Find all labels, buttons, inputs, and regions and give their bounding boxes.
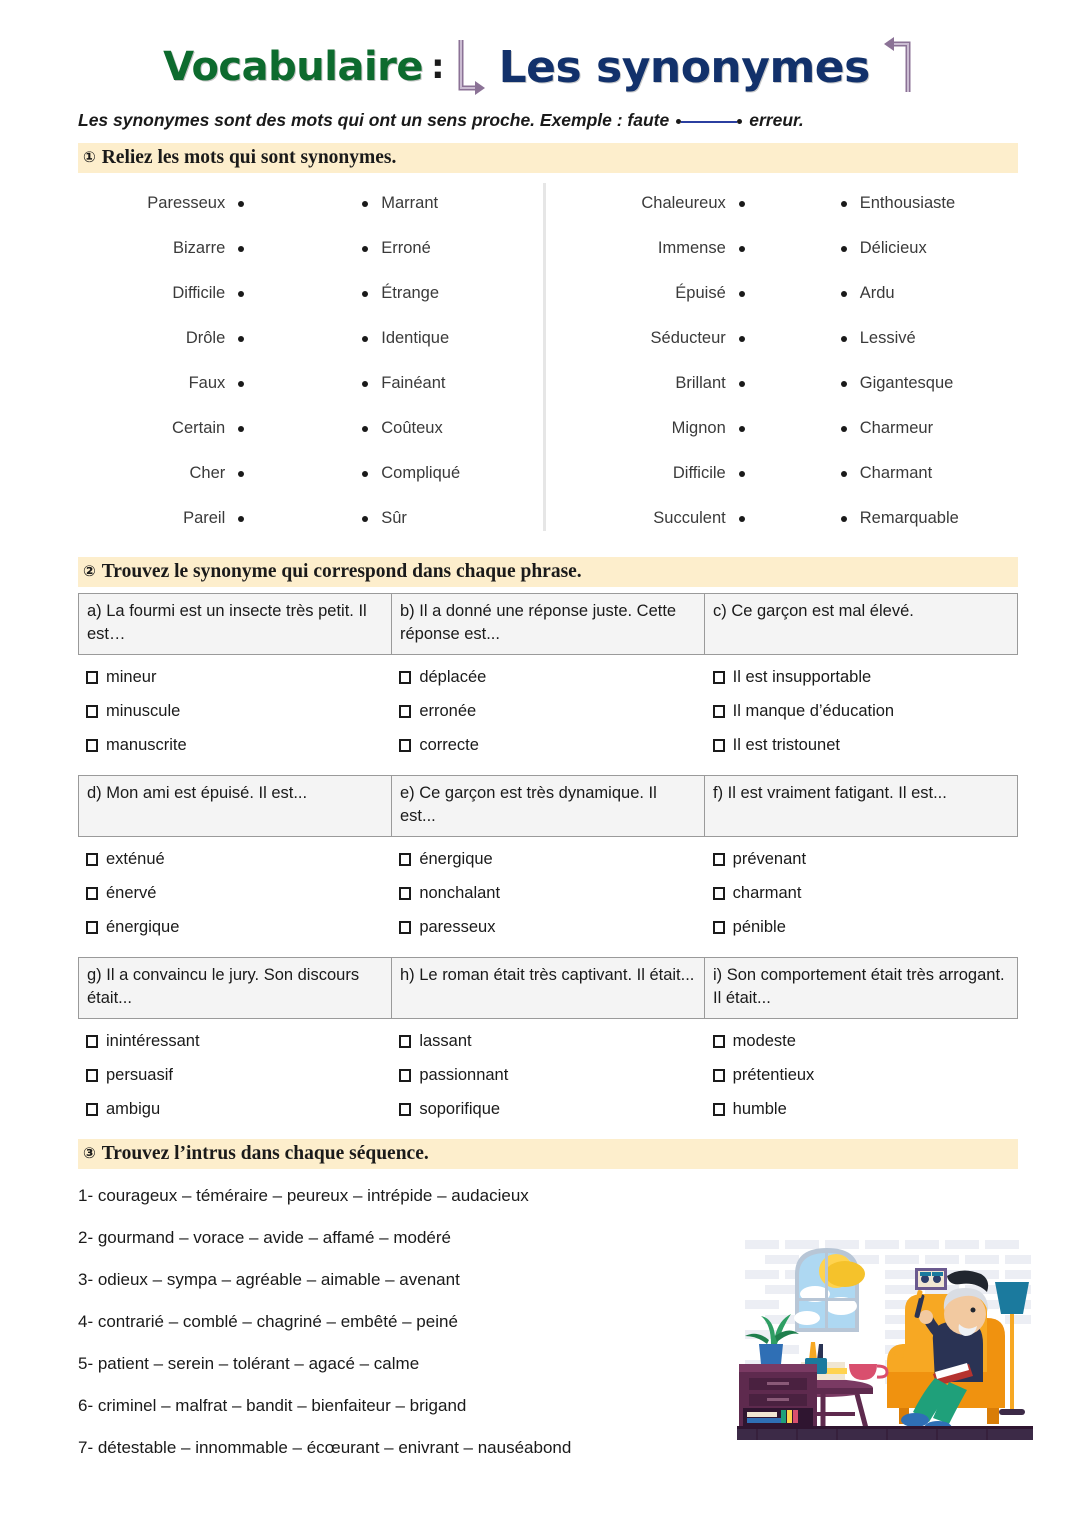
option-item[interactable] bbox=[713, 1093, 1018, 1127]
question-prompt: i) Son comportement était très arrogant. Il était... bbox=[713, 965, 1005, 1008]
matching-exercise bbox=[78, 181, 1018, 541]
option-label: énergique bbox=[419, 850, 493, 869]
match-word-right[interactable]: Enthousiaste bbox=[859, 194, 956, 212]
option-column bbox=[705, 843, 1018, 945]
option-column bbox=[78, 843, 391, 945]
checkbox-icon[interactable] bbox=[399, 921, 411, 934]
checkbox-icon[interactable] bbox=[86, 739, 98, 752]
option-label: ambigu bbox=[106, 1100, 161, 1119]
option-row bbox=[78, 837, 1018, 945]
option-item[interactable] bbox=[86, 1025, 391, 1059]
question-prompt: a) La fourmi est un insecte très petit. Il est… bbox=[79, 594, 392, 654]
match-row[interactable] bbox=[568, 271, 1019, 316]
match-word-right[interactable]: Charmant bbox=[859, 464, 933, 482]
exercise-1-heading: Reliez les mots qui sont synonymes. bbox=[101, 147, 397, 168]
match-dot-left[interactable] bbox=[739, 201, 745, 207]
match-row[interactable] bbox=[78, 226, 529, 271]
match-dot-left[interactable] bbox=[238, 516, 244, 522]
checkbox-icon[interactable] bbox=[86, 921, 98, 934]
option-item[interactable] bbox=[399, 877, 704, 911]
match-word-right[interactable]: Marrant bbox=[381, 194, 439, 212]
checkbox-icon[interactable] bbox=[399, 1103, 411, 1116]
match-word-left[interactable]: Brillant bbox=[675, 374, 726, 392]
option-column bbox=[705, 661, 1018, 763]
option-item[interactable] bbox=[399, 1025, 704, 1059]
checkbox-icon[interactable] bbox=[713, 705, 725, 718]
option-item[interactable] bbox=[713, 911, 1018, 945]
option-row bbox=[78, 655, 1018, 763]
match-word-left[interactable]: Paresseux bbox=[147, 194, 226, 212]
match-row[interactable] bbox=[568, 496, 1019, 541]
match-word-right[interactable]: Erroné bbox=[381, 239, 431, 257]
match-row[interactable] bbox=[78, 361, 529, 406]
match-word-left[interactable]: Épuisé bbox=[675, 284, 726, 302]
checkbox-icon[interactable] bbox=[86, 887, 98, 900]
match-word-left[interactable]: Difficile bbox=[172, 284, 226, 302]
checkbox-icon[interactable] bbox=[399, 853, 411, 866]
prompt-row bbox=[78, 957, 1018, 1019]
option-item[interactable] bbox=[713, 1059, 1018, 1093]
sequence-item[interactable]: 6- criminel – malfrat – bandit – bienfaiteur – brigand bbox=[78, 1395, 467, 1415]
title-topic: Les synonymes bbox=[498, 41, 870, 93]
option-label: inintéressant bbox=[106, 1032, 200, 1051]
checkbox-icon[interactable] bbox=[86, 671, 98, 684]
option-label: persuasif bbox=[106, 1066, 173, 1085]
prompt-row bbox=[78, 775, 1018, 837]
checkbox-icon[interactable] bbox=[713, 853, 725, 866]
checkbox-icon[interactable] bbox=[713, 887, 725, 900]
match-word-right[interactable]: Sûr bbox=[381, 509, 407, 527]
matching-block-right bbox=[546, 181, 1019, 541]
match-word-right[interactable]: Compliqué bbox=[381, 464, 461, 482]
option-item[interactable] bbox=[713, 695, 1018, 729]
match-row[interactable] bbox=[568, 181, 1019, 226]
match-word-left[interactable]: Séducteur bbox=[650, 329, 726, 347]
option-label: minuscule bbox=[106, 702, 181, 721]
definition-example-right: erreur. bbox=[749, 110, 804, 130]
checkbox-icon[interactable] bbox=[86, 1069, 98, 1082]
option-label: prétentieux bbox=[732, 1066, 815, 1085]
option-item[interactable] bbox=[399, 1059, 704, 1093]
option-label: pénible bbox=[732, 918, 786, 937]
illustration-elderly-man-reading bbox=[737, 1232, 1033, 1457]
option-column bbox=[391, 1025, 704, 1127]
match-word-right[interactable]: Étrange bbox=[381, 284, 440, 302]
match-dot-left[interactable] bbox=[739, 291, 745, 297]
bracket-right-icon bbox=[880, 36, 914, 98]
question-prompt: f) Il est vraiment fatigant. Il est... bbox=[713, 783, 947, 802]
match-word-left[interactable]: Mignon bbox=[671, 419, 726, 437]
checkbox-icon[interactable] bbox=[399, 705, 411, 718]
option-column bbox=[705, 1025, 1018, 1127]
match-row[interactable] bbox=[568, 316, 1019, 361]
option-item[interactable] bbox=[713, 877, 1018, 911]
match-word-left[interactable]: Difficile bbox=[672, 464, 726, 482]
option-item[interactable] bbox=[713, 843, 1018, 877]
option-item[interactable] bbox=[399, 911, 704, 945]
option-label: charmant bbox=[732, 884, 802, 903]
match-dot-left[interactable] bbox=[238, 426, 244, 432]
option-item[interactable] bbox=[713, 1025, 1018, 1059]
option-row bbox=[78, 1019, 1018, 1127]
exercise-2-header bbox=[78, 557, 1018, 587]
match-dot-left[interactable] bbox=[739, 336, 745, 342]
match-word-left[interactable]: Chaleureux bbox=[641, 194, 726, 212]
option-item[interactable] bbox=[399, 729, 704, 763]
question-group bbox=[78, 775, 1018, 945]
match-word-right[interactable]: Charmeur bbox=[859, 419, 934, 437]
checkbox-icon[interactable] bbox=[713, 921, 725, 934]
match-dot-left[interactable] bbox=[739, 381, 745, 387]
checkbox-icon[interactable] bbox=[86, 853, 98, 866]
match-row[interactable] bbox=[78, 271, 529, 316]
exercise-1-number: ① bbox=[83, 148, 96, 166]
title-separator: : bbox=[431, 47, 445, 87]
match-dot-left[interactable] bbox=[238, 291, 244, 297]
match-dot-left[interactable] bbox=[739, 426, 745, 432]
sequence-item[interactable]: 1- courageux – téméraire – peureux – intrépide – audacieux bbox=[78, 1185, 529, 1205]
option-label: soporifique bbox=[419, 1100, 501, 1119]
title-subject: Vocabulaire bbox=[163, 44, 424, 90]
match-word-right[interactable]: Délicieux bbox=[859, 239, 927, 257]
option-item[interactable] bbox=[399, 695, 704, 729]
bracket-left-icon bbox=[455, 36, 489, 98]
checkbox-icon[interactable] bbox=[713, 1103, 725, 1116]
option-column bbox=[78, 661, 391, 763]
checkbox-icon[interactable] bbox=[713, 739, 725, 752]
option-item[interactable] bbox=[86, 843, 391, 877]
question-prompt: c) Ce garçon est mal élevé. bbox=[713, 602, 914, 620]
option-label: nonchalant bbox=[419, 884, 501, 903]
question-group bbox=[78, 957, 1018, 1127]
match-row[interactable] bbox=[78, 316, 529, 361]
page-title bbox=[0, 0, 1077, 108]
match-word-left[interactable]: Drôle bbox=[185, 329, 226, 347]
example-connector-icon bbox=[676, 119, 742, 124]
match-row[interactable] bbox=[78, 181, 529, 226]
option-label: manuscrite bbox=[106, 736, 187, 755]
definition-text: Les synonymes sont des mots qui ont un sens proche. Exemple : faute bbox=[78, 110, 670, 130]
checkbox-icon[interactable] bbox=[86, 705, 98, 718]
option-item[interactable] bbox=[86, 911, 391, 945]
option-item[interactable] bbox=[86, 661, 391, 695]
checkbox-icon[interactable] bbox=[399, 1035, 411, 1048]
option-column bbox=[391, 843, 704, 945]
match-word-right[interactable]: Coûteux bbox=[381, 419, 443, 437]
option-label: Il est insupportable bbox=[732, 668, 872, 687]
match-row[interactable] bbox=[78, 406, 529, 451]
match-word-right[interactable]: Gigantesque bbox=[859, 374, 954, 392]
question-prompt: h) Le roman était très captivant. Il était... bbox=[392, 958, 705, 1018]
option-item[interactable] bbox=[399, 843, 704, 877]
match-dot-left[interactable] bbox=[739, 516, 745, 522]
option-item[interactable] bbox=[86, 1059, 391, 1093]
sequence-item[interactable]: 2- gourmand – vorace – avide – affamé – modéré bbox=[78, 1227, 451, 1247]
match-dot-left[interactable] bbox=[739, 246, 745, 252]
checkbox-icon[interactable] bbox=[399, 1069, 411, 1082]
exercise-3-number: ③ bbox=[83, 1143, 96, 1162]
match-row[interactable] bbox=[78, 496, 529, 541]
checkbox-icon[interactable] bbox=[399, 739, 411, 752]
exercise-1-header bbox=[78, 143, 1018, 173]
exercise-2-body bbox=[78, 593, 1018, 1127]
option-label: exténué bbox=[106, 850, 165, 869]
exercise-2-heading: Trouvez le synonyme qui correspond dans chaque phrase. bbox=[101, 561, 582, 582]
match-dot-left[interactable] bbox=[238, 336, 244, 342]
exercise-3-heading: Trouvez l’intrus dans chaque séquence. bbox=[101, 1142, 429, 1164]
option-label: déplacée bbox=[419, 668, 487, 687]
option-item[interactable] bbox=[399, 661, 704, 695]
option-label: lassant bbox=[419, 1032, 472, 1051]
option-label: paresseux bbox=[419, 918, 496, 937]
option-item[interactable] bbox=[713, 729, 1018, 763]
match-word-right[interactable]: Fainéant bbox=[381, 374, 446, 392]
lesson-definition bbox=[78, 110, 1077, 131]
checkbox-icon[interactable] bbox=[713, 671, 725, 684]
option-item[interactable] bbox=[399, 1093, 704, 1127]
prompt-row bbox=[78, 593, 1018, 655]
option-label: erronée bbox=[419, 702, 477, 721]
checkbox-icon[interactable] bbox=[713, 1069, 725, 1082]
checkbox-icon[interactable] bbox=[86, 1035, 98, 1048]
sequence-item[interactable]: 3- odieux – sympa – agréable – aimable – avenant bbox=[78, 1269, 460, 1289]
checkbox-icon[interactable] bbox=[713, 1035, 725, 1048]
exercise-3-header bbox=[78, 1139, 1018, 1169]
question-prompt: e) Ce garçon est très dynamique. Il est... bbox=[392, 776, 705, 836]
option-item[interactable] bbox=[86, 729, 391, 763]
question-prompt: b) Il a donné une réponse juste. Cette réponse est... bbox=[392, 594, 705, 654]
option-label: mineur bbox=[106, 668, 157, 687]
option-column bbox=[391, 661, 704, 763]
match-word-right[interactable]: Ardu bbox=[859, 284, 895, 302]
match-word-right[interactable]: Lessivé bbox=[859, 329, 916, 347]
match-word-left[interactable]: Succulent bbox=[653, 509, 726, 527]
option-label: Il manque d’éducation bbox=[732, 702, 895, 721]
option-item[interactable] bbox=[713, 661, 1018, 695]
option-item[interactable] bbox=[86, 1093, 391, 1127]
sequence-item[interactable]: 4- contrarié – comblé – chagriné – embêté – peiné bbox=[78, 1311, 458, 1331]
match-row[interactable] bbox=[568, 226, 1019, 271]
option-label: énergique bbox=[106, 918, 180, 937]
match-dot-left[interactable] bbox=[238, 471, 244, 477]
matching-block-left bbox=[78, 181, 543, 541]
exercise-2-number: ② bbox=[83, 562, 96, 580]
option-label: Il est tristounet bbox=[732, 736, 840, 755]
sequence-item[interactable]: 7- détestable – innommable – écœurant – enivrant – nauséabond bbox=[78, 1437, 572, 1457]
question-group bbox=[78, 593, 1018, 763]
match-word-right[interactable]: Remarquable bbox=[859, 509, 959, 527]
sequence-item[interactable]: 5- patient – serein – tolérant – agacé – calme bbox=[78, 1353, 420, 1373]
match-dot-left[interactable] bbox=[238, 246, 244, 252]
match-row[interactable] bbox=[78, 451, 529, 496]
checkbox-icon[interactable] bbox=[86, 1103, 98, 1116]
question-prompt: g) Il a convaincu le jury. Son discours était... bbox=[79, 958, 392, 1018]
checkbox-icon[interactable] bbox=[399, 887, 411, 900]
match-word-left[interactable]: Bizarre bbox=[172, 239, 226, 257]
option-label: prévenant bbox=[732, 850, 807, 869]
question-prompt: d) Mon ami est épuisé. Il est... bbox=[79, 776, 392, 836]
option-column bbox=[78, 1025, 391, 1127]
option-label: humble bbox=[732, 1100, 787, 1119]
option-item[interactable] bbox=[86, 877, 391, 911]
checkbox-icon[interactable] bbox=[399, 671, 411, 684]
option-item[interactable] bbox=[86, 695, 391, 729]
match-row[interactable] bbox=[568, 406, 1019, 451]
option-label: correcte bbox=[419, 736, 479, 755]
match-word-left[interactable]: Immense bbox=[657, 239, 726, 257]
match-dot-left[interactable] bbox=[238, 381, 244, 387]
match-dot-left[interactable] bbox=[739, 471, 745, 477]
option-label: énervé bbox=[106, 884, 157, 903]
match-word-left[interactable]: Faux bbox=[188, 374, 226, 392]
match-word-left[interactable]: Cher bbox=[189, 464, 226, 482]
match-row[interactable] bbox=[568, 361, 1019, 406]
match-word-left[interactable]: Certain bbox=[172, 419, 226, 437]
match-row[interactable] bbox=[568, 451, 1019, 496]
option-label: modeste bbox=[732, 1032, 796, 1051]
match-word-right[interactable]: Identique bbox=[381, 329, 450, 347]
option-label: passionnant bbox=[419, 1066, 509, 1085]
match-dot-left[interactable] bbox=[238, 201, 244, 207]
match-word-left[interactable]: Pareil bbox=[183, 509, 226, 527]
